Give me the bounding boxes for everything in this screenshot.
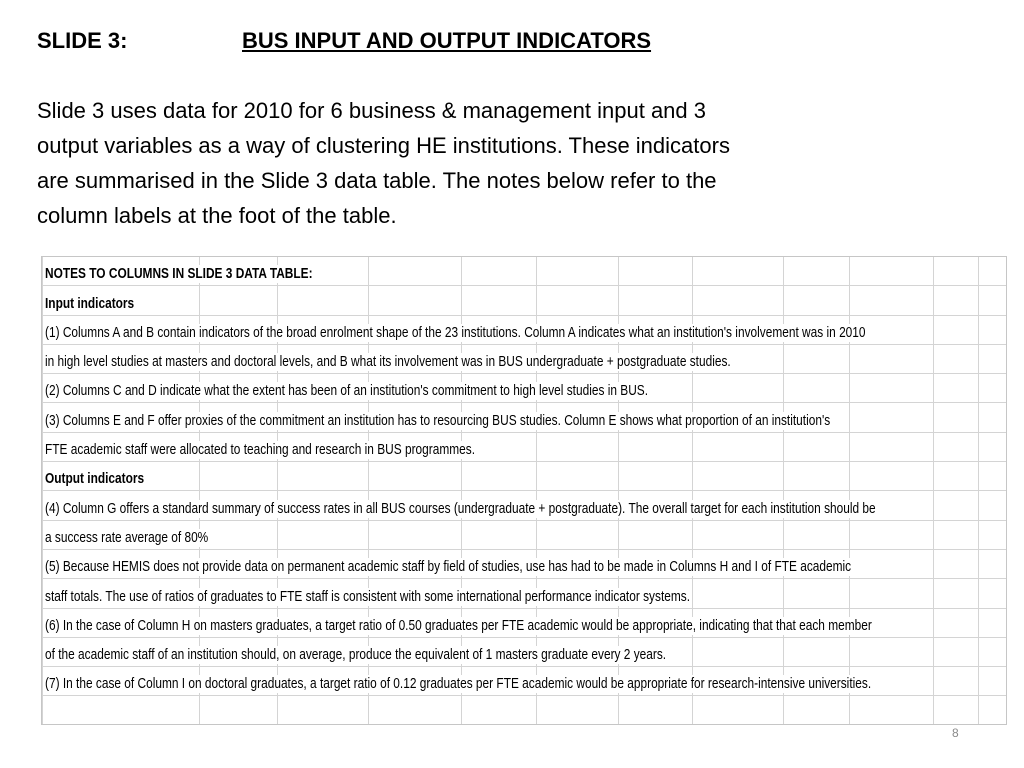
table-row <box>42 550 1006 579</box>
table-row <box>42 579 1006 608</box>
table-row <box>42 345 1006 374</box>
note-text: (1) Columns A and B contain indicators of the broad enrolment shape of the 23 institutions. Column A indicates what an institution's involvement was in 2010 <box>45 324 866 341</box>
table-row <box>42 638 1006 667</box>
slide-heading: BUS INPUT AND OUTPUT INDICATORS <box>242 28 652 53</box>
section-heading-input: Input indicators <box>45 295 135 312</box>
table-row <box>42 521 1006 550</box>
table-row <box>42 257 1006 286</box>
note-text: a success rate average of 80% <box>45 529 209 546</box>
table-row <box>42 609 1006 638</box>
note-text: (2) Columns C and D indicate what the extent has been of an institution's commitment to high level studies in BUS. <box>45 383 649 400</box>
intro-line: output variables as a way of clustering HE institutions. These indicators <box>37 133 730 158</box>
table-row <box>42 374 1006 403</box>
section-heading-output: Output indicators <box>45 471 145 488</box>
note-text: FTE academic staff were allocated to teaching and research in BUS programmes. <box>45 442 476 459</box>
note-text: of the academic staff of an institution should, on average, produce the equivalent of 1 masters graduate every 2 years. <box>45 647 667 664</box>
table-row <box>42 316 1006 345</box>
note-text: (3) Columns E and F offer proxies of the commitment an institution has to resourcing BUS studies. Column E shows what proportion of an institution's <box>45 412 831 429</box>
table-row <box>42 462 1006 491</box>
intro-paragraph <box>37 93 997 233</box>
slide-title <box>37 26 651 56</box>
intro-line: Slide 3 uses data for 2010 for 6 business & management input and 3 <box>37 98 706 123</box>
note-text: (7) In the case of Column I on doctoral graduates, a target ratio of 0.12 graduates per FTE academic would be appropriate for research-intensive universities. <box>45 676 872 693</box>
table-row <box>42 286 1006 315</box>
note-text: (4) Column G offers a standard summary of success rates in all BUS courses (undergraduate + postgraduate). The overall target for each institution should be <box>45 500 876 517</box>
note-text: (5) Because HEMIS does not provide data on permanent academic staff by field of studies, use has had to be made in Columns H and I of FTE academic <box>45 559 852 576</box>
intro-line: are summarised in the Slide 3 data table. The notes below refer to the <box>37 168 717 193</box>
table-row <box>42 667 1006 696</box>
note-text: in high level studies at masters and doctoral levels, and B what its involvement was in BUS undergraduate + postgraduate studies. <box>45 354 731 371</box>
table-row <box>42 491 1006 520</box>
table-row <box>42 403 1006 432</box>
slide-number-label: SLIDE 3: <box>37 28 128 53</box>
intro-line: column labels at the foot of the table. <box>37 203 397 228</box>
table-row-empty <box>42 696 1006 725</box>
table-title: NOTES TO COLUMNS IN SLIDE 3 DATA TABLE: <box>45 266 313 283</box>
notes-spreadsheet <box>41 256 1007 725</box>
note-text: (6) In the case of Column H on masters graduates, a target ratio of 0.50 graduates per FTE academic would be appropriate, indicating that that each member <box>45 617 872 634</box>
page-number: 8 <box>952 726 959 740</box>
table-row <box>42 433 1006 462</box>
note-text: staff totals. The use of ratios of graduates to FTE staff is consistent with some international performance indicator systems. <box>45 588 691 605</box>
